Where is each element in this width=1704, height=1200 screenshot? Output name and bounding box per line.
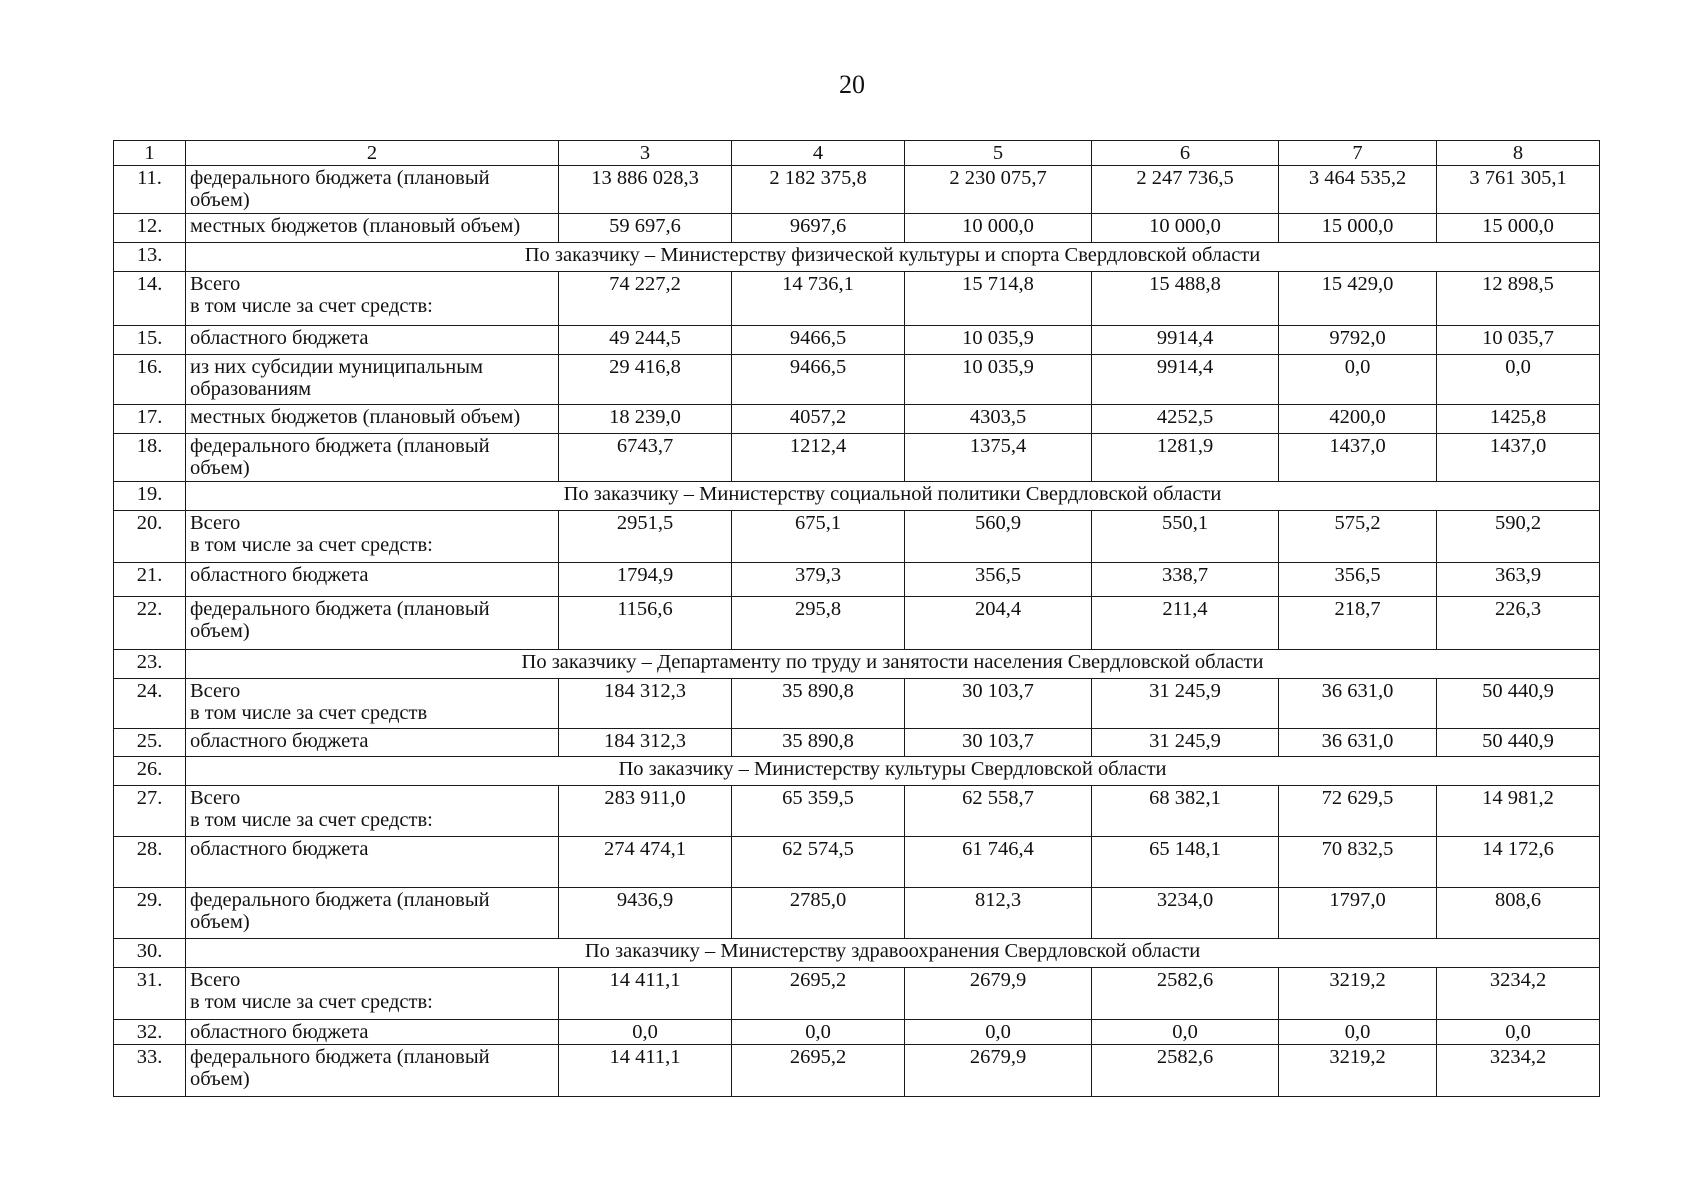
value-cell: 50 440,9: [1437, 679, 1600, 729]
column-header: 4: [732, 141, 905, 166]
column-header: 6: [1092, 141, 1279, 166]
row-label: местных бюджетов (плановый объем): [186, 214, 559, 243]
value-cell: 65 148,1: [1092, 837, 1279, 888]
value-cell: 4200,0: [1279, 405, 1437, 434]
table-row: [114, 729, 1600, 757]
value-cell: 12 898,5: [1437, 272, 1600, 326]
value-cell: 0,0: [905, 1020, 1092, 1045]
row-label: федерального бюджета (плановый объем): [186, 888, 559, 939]
value-cell: 211,4: [1092, 597, 1279, 650]
value-cell: 13 886 028,3: [559, 166, 732, 214]
row-label: областного бюджета: [186, 729, 559, 757]
row-label: федерального бюджета (плановый объем): [186, 434, 559, 482]
row-label: федерального бюджета (плановый объем): [186, 166, 559, 214]
row-number: 19.: [114, 482, 186, 511]
row-number: 14.: [114, 272, 186, 326]
value-cell: 3 761 305,1: [1437, 166, 1600, 214]
value-cell: 1794,9: [559, 563, 732, 597]
column-header: 5: [905, 141, 1092, 166]
value-cell: 10 035,9: [905, 326, 1092, 355]
column-header: 8: [1437, 141, 1600, 166]
value-cell: 1437,0: [1437, 434, 1600, 482]
row-number: 17.: [114, 405, 186, 434]
value-cell: 295,8: [732, 597, 905, 650]
value-cell: 204,4: [905, 597, 1092, 650]
value-cell: 74 227,2: [559, 272, 732, 326]
value-cell: 9466,5: [732, 355, 905, 405]
value-cell: 3 464 535,2: [1279, 166, 1437, 214]
value-cell: 1797,0: [1279, 888, 1437, 939]
value-cell: 2679,9: [905, 968, 1092, 1020]
row-number: 27.: [114, 786, 186, 837]
value-cell: 14 411,1: [559, 1045, 732, 1097]
page-number: 20: [839, 70, 865, 99]
value-cell: 15 488,8: [1092, 272, 1279, 326]
table-row: [114, 272, 1600, 326]
value-cell: 29 416,8: [559, 355, 732, 405]
value-cell: 2 182 375,8: [732, 166, 905, 214]
value-cell: 14 981,2: [1437, 786, 1600, 837]
value-cell: 59 697,6: [559, 214, 732, 243]
row-label: областного бюджета: [186, 1020, 559, 1045]
row-number: 23.: [114, 650, 186, 679]
value-cell: 9466,5: [732, 326, 905, 355]
table-row: [114, 968, 1600, 1020]
row-number: 33.: [114, 1045, 186, 1097]
value-cell: 2582,6: [1092, 968, 1279, 1020]
value-cell: 14 411,1: [559, 968, 732, 1020]
value-cell: 4252,5: [1092, 405, 1279, 434]
table-row: [114, 786, 1600, 837]
value-cell: 4303,5: [905, 405, 1092, 434]
row-number: 28.: [114, 837, 186, 888]
value-cell: 356,5: [905, 563, 1092, 597]
table-row: [114, 405, 1600, 434]
value-cell: 1425,8: [1437, 405, 1600, 434]
row-number: 18.: [114, 434, 186, 482]
value-cell: 1281,9: [1092, 434, 1279, 482]
value-cell: 30 103,7: [905, 729, 1092, 757]
table-body: [114, 141, 1600, 1097]
value-cell: 10 035,9: [905, 355, 1092, 405]
table-row: [114, 597, 1600, 650]
row-label: Всего в том числе за счет средств:: [186, 511, 559, 563]
value-cell: 590,2: [1437, 511, 1600, 563]
value-cell: 0,0: [1279, 1020, 1437, 1045]
value-cell: 15 000,0: [1279, 214, 1437, 243]
section-title: По заказчику – Министерству социальной политики Свердловской области: [186, 482, 1600, 511]
value-cell: 4057,2: [732, 405, 905, 434]
value-cell: 70 832,5: [1279, 837, 1437, 888]
table-row: [114, 214, 1600, 243]
value-cell: 1437,0: [1279, 434, 1437, 482]
value-cell: 31 245,9: [1092, 679, 1279, 729]
column-header: 3: [559, 141, 732, 166]
value-cell: 218,7: [1279, 597, 1437, 650]
value-cell: 9914,4: [1092, 326, 1279, 355]
value-cell: 0,0: [1092, 1020, 1279, 1045]
value-cell: 15 714,8: [905, 272, 1092, 326]
row-number: 29.: [114, 888, 186, 939]
value-cell: 2 247 736,5: [1092, 166, 1279, 214]
value-cell: 61 746,4: [905, 837, 1092, 888]
value-cell: 0,0: [1437, 355, 1600, 405]
row-number: 13.: [114, 243, 186, 272]
section-row: [114, 482, 1600, 511]
row-number: 32.: [114, 1020, 186, 1045]
row-label: областного бюджета: [186, 837, 559, 888]
row-label: Всего в том числе за счет средств:: [186, 272, 559, 326]
value-cell: 0,0: [1437, 1020, 1600, 1045]
value-cell: 2695,2: [732, 1045, 905, 1097]
table-row: [114, 679, 1600, 729]
table-row: [114, 166, 1600, 214]
table-row: [114, 326, 1600, 355]
value-cell: 575,2: [1279, 511, 1437, 563]
value-cell: 9436,9: [559, 888, 732, 939]
value-cell: 226,3: [1437, 597, 1600, 650]
value-cell: 1156,6: [559, 597, 732, 650]
table-row: [114, 563, 1600, 597]
section-title: По заказчику – Министерству культуры Свердловской области: [186, 757, 1600, 786]
row-number: 30.: [114, 939, 186, 968]
value-cell: 9914,4: [1092, 355, 1279, 405]
row-label: местных бюджетов (плановый объем): [186, 405, 559, 434]
value-cell: 9697,6: [732, 214, 905, 243]
row-number: 31.: [114, 968, 186, 1020]
section-title: По заказчику – Министерству физической культуры и спорта Свердловской области: [186, 243, 1600, 272]
row-number: 12.: [114, 214, 186, 243]
row-number: 15.: [114, 326, 186, 355]
row-number: 22.: [114, 597, 186, 650]
value-cell: 3219,2: [1279, 968, 1437, 1020]
value-cell: 808,6: [1437, 888, 1600, 939]
table-row: [114, 888, 1600, 939]
value-cell: 0,0: [1279, 355, 1437, 405]
value-cell: 68 382,1: [1092, 786, 1279, 837]
value-cell: 50 440,9: [1437, 729, 1600, 757]
section-row: [114, 650, 1600, 679]
section-title: По заказчику – Департаменту по труду и занятости населения Свердловской области: [186, 650, 1600, 679]
table-row: [114, 355, 1600, 405]
section-title: По заказчику – Министерству здравоохранения Свердловской области: [186, 939, 1600, 968]
value-cell: 3219,2: [1279, 1045, 1437, 1097]
value-cell: 3234,2: [1437, 968, 1600, 1020]
value-cell: 675,1: [732, 511, 905, 563]
column-header: 1: [114, 141, 186, 166]
table-row: [114, 1020, 1600, 1045]
value-cell: 62 558,7: [905, 786, 1092, 837]
value-cell: 3234,0: [1092, 888, 1279, 939]
row-number: 24.: [114, 679, 186, 729]
value-cell: 9792,0: [1279, 326, 1437, 355]
value-cell: 36 631,0: [1279, 679, 1437, 729]
row-label: Всего в том числе за счет средств: [186, 679, 559, 729]
value-cell: 812,3: [905, 888, 1092, 939]
section-row: [114, 243, 1600, 272]
budget-table: [113, 140, 1600, 1097]
value-cell: 65 359,5: [732, 786, 905, 837]
row-label: областного бюджета: [186, 563, 559, 597]
table-row: [114, 1045, 1600, 1097]
row-number: 16.: [114, 355, 186, 405]
row-number: 20.: [114, 511, 186, 563]
value-cell: 15 000,0: [1437, 214, 1600, 243]
value-cell: 10 000,0: [905, 214, 1092, 243]
value-cell: 0,0: [559, 1020, 732, 1045]
value-cell: 6743,7: [559, 434, 732, 482]
row-label: областного бюджета: [186, 326, 559, 355]
value-cell: 14 736,1: [732, 272, 905, 326]
row-label: из них субсидии муниципальным образованиям: [186, 355, 559, 405]
value-cell: 49 244,5: [559, 326, 732, 355]
row-label: федерального бюджета (плановый объем): [186, 1045, 559, 1097]
value-cell: 338,7: [1092, 563, 1279, 597]
value-cell: 72 629,5: [1279, 786, 1437, 837]
value-cell: 62 574,5: [732, 837, 905, 888]
row-number: 26.: [114, 757, 186, 786]
value-cell: 36 631,0: [1279, 729, 1437, 757]
value-cell: 2582,6: [1092, 1045, 1279, 1097]
value-cell: 10 035,7: [1437, 326, 1600, 355]
value-cell: 10 000,0: [1092, 214, 1279, 243]
row-number: 11.: [114, 166, 186, 214]
value-cell: 2679,9: [905, 1045, 1092, 1097]
value-cell: 274 474,1: [559, 837, 732, 888]
value-cell: 1212,4: [732, 434, 905, 482]
value-cell: 15 429,0: [1279, 272, 1437, 326]
value-cell: 2695,2: [732, 968, 905, 1020]
value-cell: 1375,4: [905, 434, 1092, 482]
table-row: [114, 434, 1600, 482]
section-row: [114, 757, 1600, 786]
row-label: федерального бюджета (плановый объем): [186, 597, 559, 650]
value-cell: 356,5: [1279, 563, 1437, 597]
header-row: [114, 141, 1600, 166]
value-cell: 2 230 075,7: [905, 166, 1092, 214]
value-cell: 3234,2: [1437, 1045, 1600, 1097]
row-label: Всего в том числе за счет средств:: [186, 968, 559, 1020]
row-number: 21.: [114, 563, 186, 597]
column-header: 7: [1279, 141, 1437, 166]
value-cell: 283 911,0: [559, 786, 732, 837]
value-cell: 35 890,8: [732, 729, 905, 757]
value-cell: 184 312,3: [559, 679, 732, 729]
value-cell: 18 239,0: [559, 405, 732, 434]
section-row: [114, 939, 1600, 968]
table-row: [114, 511, 1600, 563]
value-cell: 2785,0: [732, 888, 905, 939]
value-cell: 363,9: [1437, 563, 1600, 597]
value-cell: 31 245,9: [1092, 729, 1279, 757]
value-cell: 560,9: [905, 511, 1092, 563]
value-cell: 14 172,6: [1437, 837, 1600, 888]
value-cell: 379,3: [732, 563, 905, 597]
value-cell: 550,1: [1092, 511, 1279, 563]
column-header: 2: [186, 141, 559, 166]
table-row: [114, 837, 1600, 888]
row-number: 25.: [114, 729, 186, 757]
value-cell: 30 103,7: [905, 679, 1092, 729]
value-cell: 184 312,3: [559, 729, 732, 757]
value-cell: 0,0: [732, 1020, 905, 1045]
value-cell: 2951,5: [559, 511, 732, 563]
row-label: Всего в том числе за счет средств:: [186, 786, 559, 837]
value-cell: 35 890,8: [732, 679, 905, 729]
